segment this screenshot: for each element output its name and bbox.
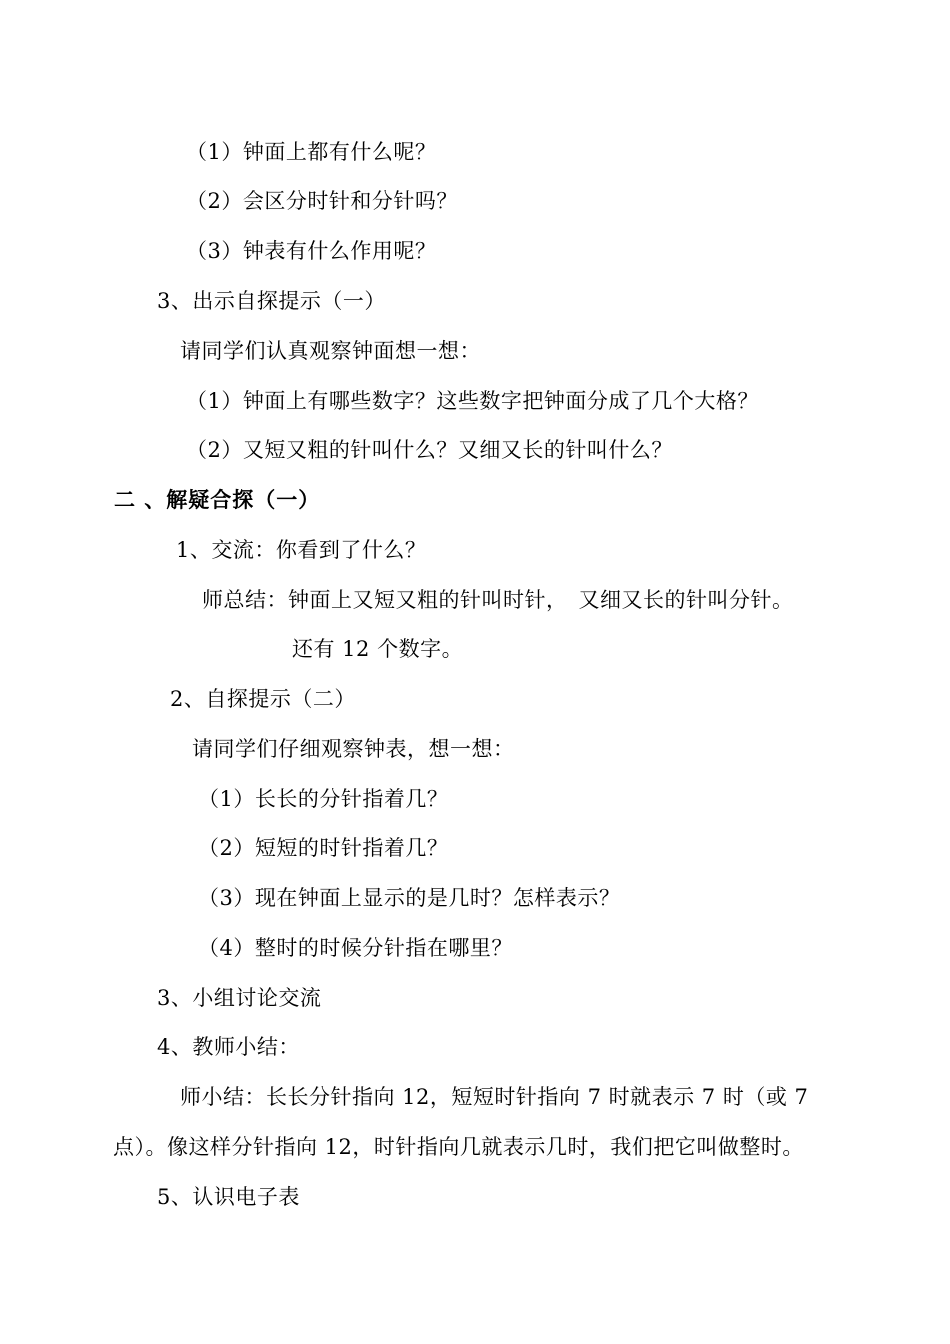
s2-item-2-question-1: （1）长长的分针指着几？ [198, 787, 449, 811]
s2-summary-line-2: 还有 12 个数字。 [292, 637, 464, 661]
section2-heading: 二 、解疑合探（一） [114, 488, 321, 512]
s2-item-4: 4、教师小结： [157, 1035, 300, 1059]
s2-item-2-question-2: （2）短短的时针指着几？ [198, 836, 449, 860]
s2-summary-line-1: 师总结：钟面上又短又粗的针叫时针， 又细又长的针叫分针。 [202, 588, 794, 612]
intro-question-1: （1）钟面上都有什么呢？ [186, 140, 437, 164]
intro-question-2: （2）会区分时针和分针吗？ [186, 189, 458, 213]
s2-item-2-question-4: （4）整时的时候分针指在哪里？ [198, 936, 513, 960]
s2-item-2: 2、自探提示（二） [170, 687, 356, 711]
s2-item-3: 3、小组讨论交流 [157, 986, 322, 1010]
step3-prompt: 请同学们认真观察钟面想一想： [180, 339, 481, 363]
s2-item-5: 5、认识电子表 [157, 1185, 300, 1209]
s2-item-4-para-line-1: 师小结：长长分针指向 12，短短时针指向 7 时就表示 7 时（或 7 [180, 1085, 809, 1109]
step3-question-2: （2）又短又粗的针叫什么？又细又长的针叫什么？ [186, 438, 673, 462]
s2-item-1: 1、交流：你看到了什么？ [176, 538, 427, 562]
step3-title: 3、出示自探提示（一） [157, 289, 386, 313]
s2-item-4-para-line-2: 点）。像这样分针指向 12，时针指向几就表示几时，我们把它叫做整时。 [113, 1135, 804, 1159]
s2-item-2-question-3: （3）现在钟面上显示的是几时？怎样表示？ [198, 886, 621, 910]
step3-question-1: （1）钟面上有哪些数字？这些数字把钟面分成了几个大格？ [186, 389, 759, 413]
s2-item-2-prompt: 请同学们仔细观察钟表，想一想： [192, 737, 515, 761]
intro-question-3: （3）钟表有什么作用呢？ [186, 239, 437, 263]
